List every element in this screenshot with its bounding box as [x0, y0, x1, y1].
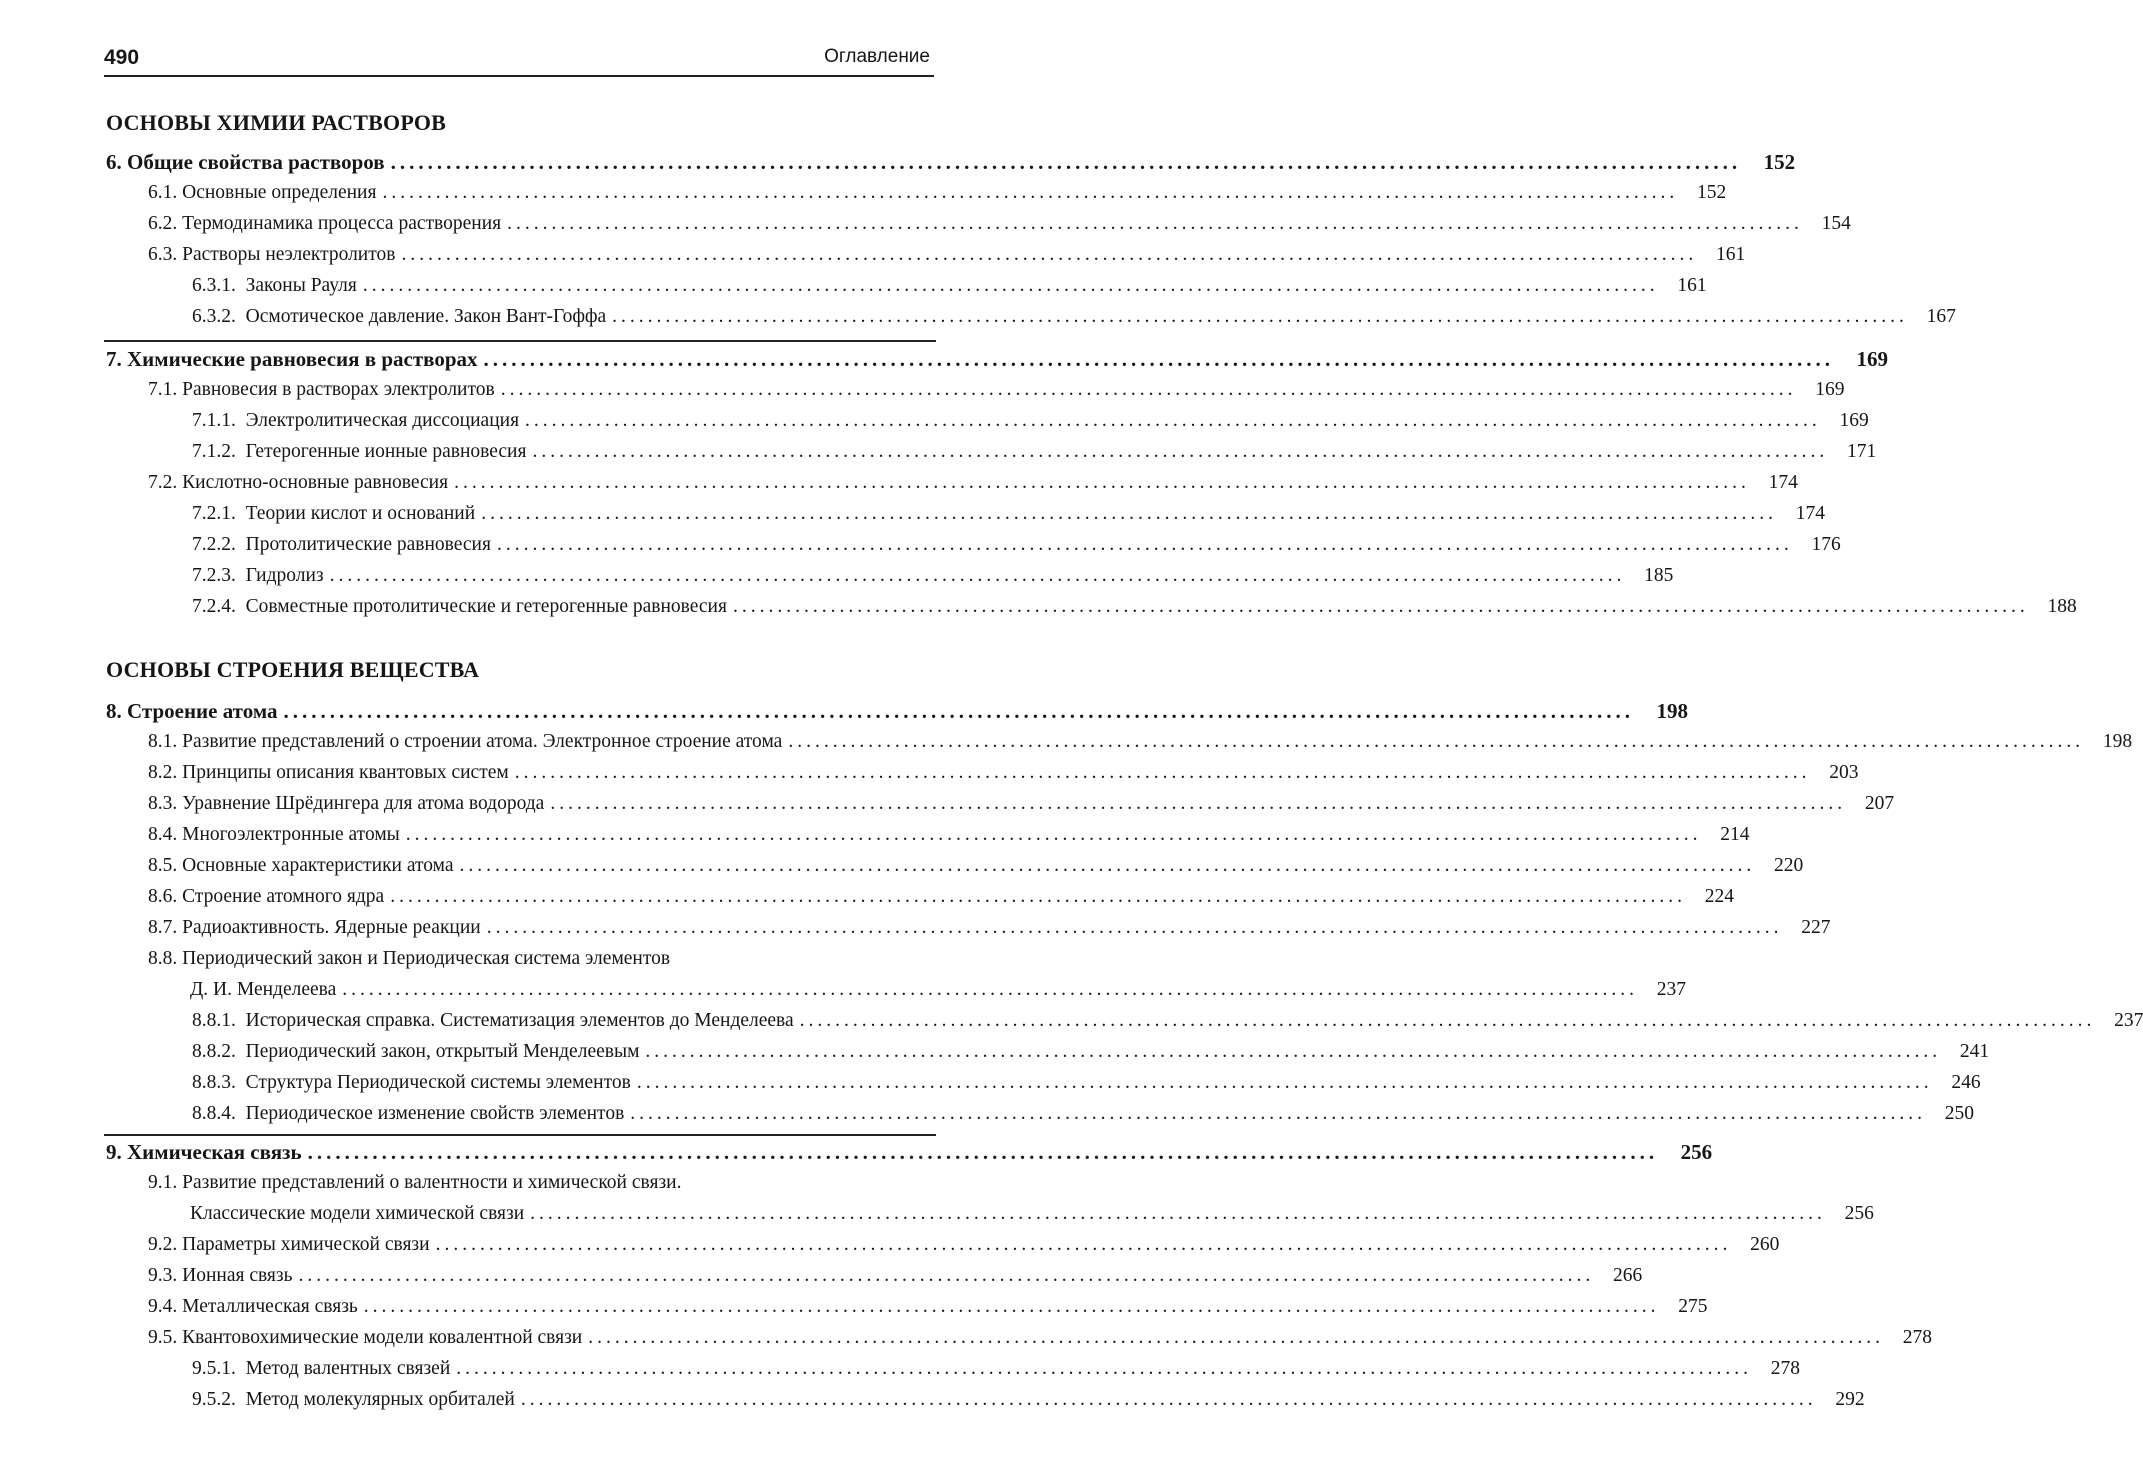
leader-dots: ..................................................................................................................................................: [390, 150, 1742, 174]
leader-dots: ..................................................................................................................................................: [382, 182, 1679, 203]
toc-entry-first-line[interactable]: [148, 948, 670, 970]
leader-dots: ..................................................................................................................................................: [630, 1103, 1927, 1124]
toc-page-number: 198: [1656, 699, 1688, 723]
toc-number: 7.1.1.: [192, 410, 236, 431]
toc-page-number: 174: [1768, 472, 1798, 493]
toc-number: 9.3.: [148, 1265, 178, 1286]
toc-page-number: 260: [1750, 1234, 1780, 1255]
toc-entry[interactable]: [148, 379, 1845, 401]
toc-title: Строение атома: [127, 699, 278, 723]
toc-number: 7.: [106, 347, 122, 371]
toc-page-number: 241: [1959, 1041, 1990, 1062]
toc-entry[interactable]: [192, 1041, 1990, 1063]
toc-entry[interactable]: [192, 441, 1877, 463]
toc-title: Основные определения: [182, 182, 377, 203]
toc-title: Метод молекулярных орбиталей: [245, 1389, 515, 1410]
toc-page-number: 237: [2114, 1010, 2143, 1031]
toc-number: 9.1.: [148, 1172, 178, 1193]
leader-dots: ..................................................................................................................................................: [329, 565, 1626, 586]
leader-dots: ..................................................................................................................................................: [799, 1010, 2096, 1031]
toc-entry[interactable]: [192, 306, 1956, 328]
toc-title: Развитие представлений о строении атома. Электронное строение атома: [182, 731, 783, 752]
toc-page-number: 278: [1902, 1327, 1932, 1348]
toc-title: Периодический закон, открытый Менделеевым: [245, 1041, 640, 1062]
toc-entry[interactable]: [192, 1358, 1801, 1380]
toc-entry[interactable]: [148, 762, 1859, 784]
toc-entry[interactable]: [148, 1265, 1643, 1287]
leader-dots: ..................................................................................................................................................: [732, 596, 2029, 617]
leader-dots: ..................................................................................................................................................: [588, 1327, 1884, 1348]
toc-entry[interactable]: [192, 534, 1841, 556]
toc-number: 6.1.: [148, 182, 178, 203]
toc-number: 6.: [106, 150, 122, 174]
toc-entry[interactable]: [192, 275, 1707, 297]
toc-entry-first-line[interactable]: [148, 1172, 681, 1194]
leader-dots: ..................................................................................................................................................: [788, 731, 2085, 752]
toc-title: Химическая связь: [127, 1140, 302, 1164]
toc-entry[interactable]: [148, 244, 1746, 266]
toc-number: 8.6.: [148, 886, 178, 907]
toc-number: 9.: [106, 1140, 122, 1164]
toc-page-number: 174: [1795, 503, 1825, 524]
toc-title: Законы Рауля: [245, 275, 357, 296]
toc-number: 8.8.1.: [192, 1010, 236, 1031]
toc-number: 6.2.: [148, 213, 178, 234]
toc-entry[interactable]: [192, 1389, 1865, 1411]
toc-title: Кислотно-основные равновесия: [182, 472, 449, 493]
toc-page-number: 169: [1856, 347, 1889, 371]
toc-page-number: 207: [1864, 793, 1895, 814]
toc-chapter[interactable]: [106, 347, 1889, 372]
toc-entry[interactable]: [192, 1010, 2143, 1032]
toc-chapter[interactable]: [106, 150, 1796, 175]
toc-number: 9.5.2.: [192, 1389, 236, 1410]
toc-page-number: 278: [1770, 1358, 1801, 1379]
toc-page-number: 256: [1844, 1203, 1874, 1224]
leader-dots: ..................................................................................................................................................: [550, 793, 1847, 814]
leader-dots: ..................................................................................................................................................: [481, 503, 1777, 524]
toc-page-number: 224: [1704, 886, 1734, 907]
leader-dots: ..................................................................................................................................................: [362, 275, 1659, 296]
toc-page-number: 266: [1613, 1265, 1643, 1286]
leader-dots: ..................................................................................................................................................: [532, 441, 1829, 462]
toc-entry[interactable]: [190, 1203, 1874, 1225]
toc-title: Гидролиз: [245, 565, 324, 586]
toc-page-number: 176: [1811, 534, 1841, 555]
toc-page-number: 152: [1696, 182, 1727, 203]
toc-entry[interactable]: [148, 213, 1851, 235]
toc-title: Протолитические равновесия: [245, 534, 491, 555]
toc-page-number: 171: [1846, 441, 1877, 462]
toc-title: Структура Периодической системы элементов: [245, 1072, 631, 1093]
toc-page-number: 250: [1944, 1103, 1975, 1124]
toc-title: Металлическая связь: [182, 1296, 358, 1317]
toc-page-number: 203: [1829, 762, 1859, 783]
toc-title: Термодинамика процесса растворения: [182, 213, 502, 234]
toc-number: 6.3.2.: [192, 306, 236, 327]
header-rule: [104, 75, 934, 77]
leader-dots: ..................................................................................................................................................: [283, 699, 1634, 723]
toc-number: 8.5.: [148, 855, 178, 876]
page-number: 490: [104, 46, 140, 69]
leader-dots: ..................................................................................................................................................: [342, 979, 1639, 1000]
toc-number: 9.5.1.: [192, 1358, 236, 1379]
toc-title: Классические модели химической связи: [190, 1203, 525, 1224]
toc-entry[interactable]: [148, 1296, 1708, 1318]
leader-dots: ..................................................................................................................................................: [405, 824, 1702, 845]
toc-page-number: 220: [1774, 855, 1804, 876]
leader-dots: ..................................................................................................................................................: [645, 1041, 1942, 1062]
toc-title: Д. И. Менделеева: [190, 979, 337, 1000]
leader-dots: ..................................................................................................................................................: [496, 534, 1793, 555]
toc-number: 8.2.: [148, 762, 178, 783]
toc-number: 8.8.2.: [192, 1041, 236, 1062]
toc-number: 8.7.: [148, 917, 178, 938]
leader-dots: ..................................................................................................................................................: [525, 410, 1821, 431]
toc-page-number: 185: [1644, 565, 1674, 586]
toc-title: Уравнение Шрёдингера для атома водорода: [182, 793, 545, 814]
toc-page-number: 256: [1680, 1140, 1713, 1164]
toc-page-number: 237: [1656, 979, 1687, 1000]
leader-dots: ..................................................................................................................................................: [363, 1296, 1660, 1317]
toc-title: Периодическое изменение свойств элементов: [245, 1103, 625, 1124]
toc-chapter[interactable]: [106, 1140, 1713, 1165]
leader-dots: ..................................................................................................................................................: [612, 306, 1908, 327]
leader-dots: ..................................................................................................................................................: [514, 762, 1811, 783]
toc-title-line1: Периодический закон и Периодическая система элементов: [182, 948, 671, 969]
toc-number: 7.1.2.: [192, 441, 236, 462]
leader-dots: ..................................................................................................................................................: [456, 1358, 1753, 1379]
toc-title: Гетерогенные ионные равновесия: [245, 441, 527, 462]
leader-dots: ..................................................................................................................................................: [636, 1072, 1933, 1093]
toc-title: Радиоактивность. Ядерные реакции: [182, 917, 481, 938]
toc-number: 7.2.: [148, 472, 178, 493]
toc-page-number: 198: [2102, 731, 2133, 752]
leader-dots: ..................................................................................................................................................: [401, 244, 1698, 265]
leader-dots: ..................................................................................................................................................: [530, 1203, 1826, 1224]
toc-title: Историческая справка. Систематизация элементов до Менделеева: [245, 1010, 794, 1031]
toc-entry[interactable]: [148, 472, 1798, 494]
toc-number: 9.2.: [148, 1234, 178, 1255]
toc-entry[interactable]: [148, 917, 1831, 939]
toc-title: Теории кислот и оснований: [245, 503, 476, 524]
toc-page-number: 214: [1720, 824, 1750, 845]
chapter-rule: [104, 1134, 936, 1136]
toc-number: 6.3.: [148, 244, 178, 265]
chapter-rule: [104, 340, 936, 342]
toc-page-number: 169: [1815, 379, 1845, 400]
toc-number: 8.8.: [148, 948, 178, 969]
leader-dots: ..................................................................................................................................................: [435, 1234, 1732, 1255]
toc-number: 7.1.: [148, 379, 178, 400]
toc-page-number: 167: [1926, 306, 1956, 327]
toc-page-number: 292: [1835, 1389, 1865, 1410]
toc-page-number: 152: [1763, 150, 1796, 174]
section-title: ОСНОВЫ ХИМИИ РАСТВОРОВ: [106, 110, 447, 135]
toc-number: 7.2.2.: [192, 534, 236, 555]
toc-title: Метод валентных связей: [245, 1358, 451, 1379]
toc-entry[interactable]: [148, 1234, 1780, 1256]
toc-title-line1: Развитие представлений о валентности и химической связи.: [182, 1172, 682, 1193]
toc-entry[interactable]: [148, 886, 1734, 908]
toc-title: Совместные протолитические и гетерогенные равновесия: [245, 596, 727, 617]
leader-dots: ..................................................................................................................................................: [486, 917, 1783, 938]
toc-title: Принципы описания квантовых систем: [182, 762, 509, 783]
leader-dots: ..................................................................................................................................................: [483, 347, 1835, 371]
toc-number: 7.2.4.: [192, 596, 236, 617]
toc-entry[interactable]: [192, 565, 1674, 587]
leader-dots: ..................................................................................................................................................: [500, 379, 1797, 400]
toc-title: Многоэлектронные атомы: [182, 824, 400, 845]
toc-number: 7.2.1.: [192, 503, 236, 524]
leader-dots: ..................................................................................................................................................: [390, 886, 1686, 907]
leader-dots: ..................................................................................................................................................: [454, 472, 1750, 493]
toc-entry[interactable]: [148, 182, 1727, 204]
leader-dots: ..................................................................................................................................................: [520, 1389, 1817, 1410]
toc-title: Строение атомного ядра: [182, 886, 385, 907]
toc-entry[interactable]: [192, 1072, 1981, 1094]
toc-number: 6.3.1.: [192, 275, 236, 296]
toc-entry[interactable]: [148, 1327, 1932, 1349]
toc-entry[interactable]: [148, 793, 1895, 815]
toc-title: Электролитическая диссоциация: [245, 410, 520, 431]
toc-title: Осмотическое давление. Закон Вант-Гоффа: [245, 306, 607, 327]
section-title: ОСНОВЫ СТРОЕНИЯ ВЕЩЕСТВА: [106, 657, 480, 682]
toc-entry[interactable]: [192, 1103, 1975, 1125]
toc-page-number: 246: [1951, 1072, 1981, 1093]
toc-entry[interactable]: [192, 410, 1869, 432]
toc-title: Квантовохимические модели ковалентной связи: [182, 1327, 583, 1348]
toc-number: 8.8.3.: [192, 1072, 236, 1093]
leader-dots: ..................................................................................................................................................: [307, 1140, 1659, 1164]
toc-number: 8.4.: [148, 824, 178, 845]
running-header-title: Оглавление: [824, 46, 930, 67]
toc-title: Равновесия в растворах электролитов: [182, 379, 495, 400]
toc-title: Общие свойства растворов: [127, 150, 385, 174]
toc-page-number: 161: [1715, 244, 1746, 265]
toc-entry[interactable]: [192, 503, 1825, 525]
toc-page-number: 154: [1821, 213, 1851, 234]
toc-number: 8.8.4.: [192, 1103, 236, 1124]
toc-number: 9.5.: [148, 1327, 178, 1348]
toc-title: Растворы неэлектролитов: [182, 244, 396, 265]
toc-number: 8.3.: [148, 793, 178, 814]
leader-dots: ..................................................................................................................................................: [459, 855, 1756, 876]
toc-entry[interactable]: [190, 979, 1687, 1001]
leader-dots: ..................................................................................................................................................: [298, 1265, 1595, 1286]
leader-dots: ..................................................................................................................................................: [507, 213, 1803, 234]
toc-number: 7.2.3.: [192, 565, 236, 586]
toc-page-number: 227: [1801, 917, 1831, 938]
toc-page-number: 161: [1677, 275, 1707, 296]
toc-chapter[interactable]: [106, 699, 1688, 724]
toc-page-number: 275: [1678, 1296, 1708, 1317]
toc-entry[interactable]: [148, 855, 1804, 877]
toc-title: Параметры химической связи: [182, 1234, 430, 1255]
toc-title: Ионная связь: [182, 1265, 293, 1286]
toc-entry[interactable]: [192, 596, 2077, 618]
toc-number: 8.1.: [148, 731, 178, 752]
toc-title: Химические равновесия в растворах: [127, 347, 478, 371]
toc-page-number: 188: [2047, 596, 2077, 617]
toc-entry[interactable]: [148, 731, 2133, 753]
toc-number: 9.4.: [148, 1296, 178, 1317]
toc-number: 8.: [106, 699, 122, 723]
toc-title: Основные характеристики атома: [182, 855, 454, 876]
toc-page-number: 169: [1839, 410, 1869, 431]
toc-entry[interactable]: [148, 824, 1750, 846]
